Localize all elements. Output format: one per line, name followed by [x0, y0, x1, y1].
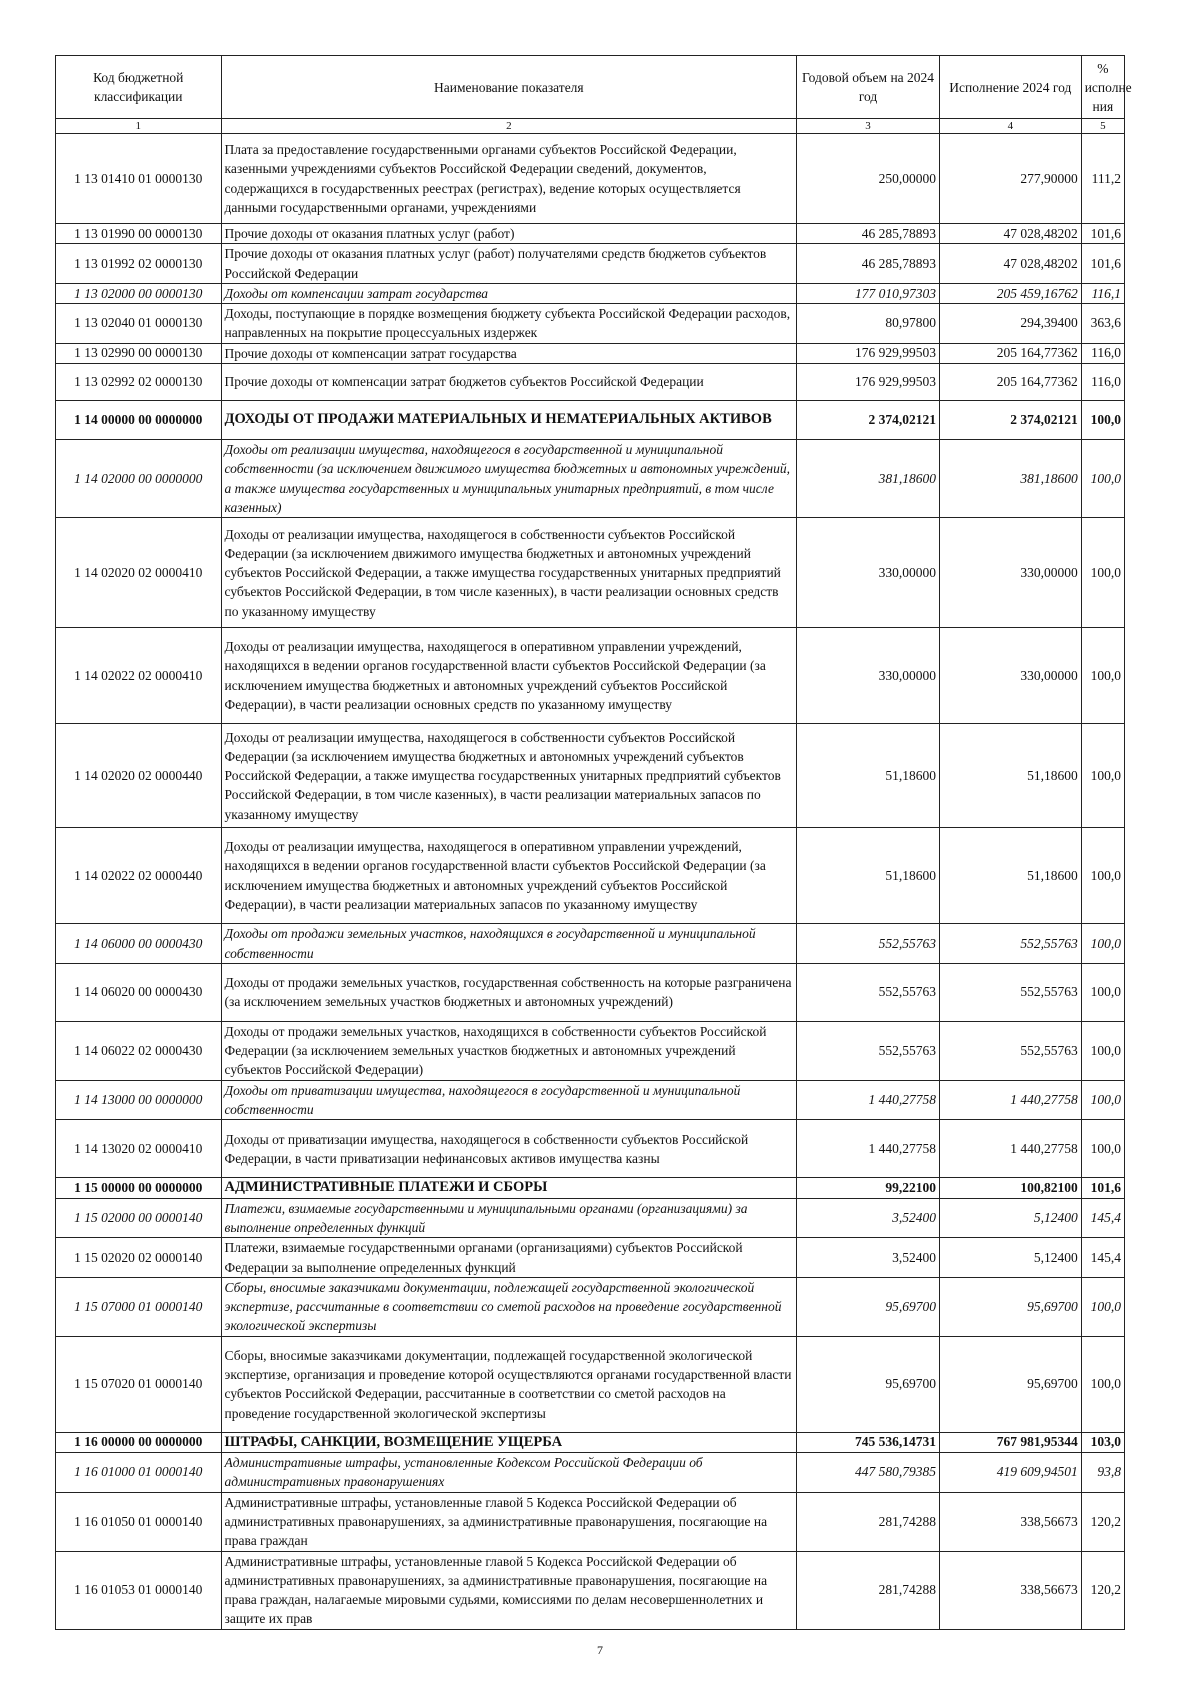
row-pct: 100,0	[1081, 1336, 1124, 1432]
row-plan: 3,52400	[797, 1238, 940, 1278]
row-plan: 176 929,99503	[797, 364, 940, 401]
table-row	[56, 1453, 1125, 1493]
row-plan: 176 929,99503	[797, 343, 940, 363]
row-exec: 205 164,77362	[939, 343, 1081, 363]
row-code: 1 13 01410 01 0000130	[56, 134, 222, 224]
row-plan: 99,22100	[797, 1178, 940, 1198]
row-name: Платежи, взимаемые государственными органами (организациями) субъектов Российской Федерации за выполнение определенных функций	[221, 1238, 797, 1278]
table-row	[56, 963, 1125, 1021]
table-row	[56, 724, 1125, 828]
table-row	[56, 1238, 1125, 1278]
row-code: 1 15 02000 00 0000140	[56, 1198, 222, 1238]
row-exec: 419 609,94501	[939, 1453, 1081, 1493]
row-plan: 1 440,27758	[797, 1120, 940, 1178]
row-pct: 100,0	[1081, 1277, 1124, 1336]
table-row	[56, 1198, 1125, 1238]
row-code: 1 16 00000 00 0000000	[56, 1432, 222, 1452]
row-code: 1 14 02000 00 0000000	[56, 440, 222, 518]
table-row	[56, 924, 1125, 964]
row-pct: 101,6	[1081, 1178, 1124, 1198]
row-plan: 250,00000	[797, 134, 940, 224]
row-plan: 46 285,78893	[797, 224, 940, 244]
row-exec: 277,90000	[939, 134, 1081, 224]
row-plan: 552,55763	[797, 924, 940, 964]
row-plan: 552,55763	[797, 1021, 940, 1080]
row-name: Доходы от продажи земельных участков, находящихся в собственности субъектов Российской Федерации (за исключением земельных участков бюджетных и автономных учреждений субъектов Российской Федерации)	[221, 1021, 797, 1080]
row-plan: 552,55763	[797, 963, 940, 1021]
row-code: 1 16 01050 01 0000140	[56, 1492, 222, 1551]
row-code: 1 15 07020 01 0000140	[56, 1336, 222, 1432]
row-pct: 120,2	[1081, 1492, 1124, 1551]
table-row	[56, 1080, 1125, 1120]
row-plan: 281,74288	[797, 1492, 940, 1551]
row-pct: 100,0	[1081, 401, 1124, 440]
row-code: 1 14 06000 00 0000430	[56, 924, 222, 964]
row-code: 1 14 00000 00 0000000	[56, 401, 222, 440]
row-code: 1 16 01053 01 0000140	[56, 1551, 222, 1629]
row-plan: 330,00000	[797, 628, 940, 724]
row-name: Доходы от продажи земельных участков, государственная собственность на которые разграничена (за исключением земельных участков бюджетных и автономных учреждений)	[221, 963, 797, 1021]
row-code: 1 13 02000 00 0000130	[56, 283, 222, 303]
row-pct: 116,1	[1081, 283, 1124, 303]
row-exec: 552,55763	[939, 1021, 1081, 1080]
row-pct: 101,6	[1081, 244, 1124, 284]
row-pct: 145,4	[1081, 1238, 1124, 1278]
row-plan: 46 285,78893	[797, 244, 940, 284]
row-exec: 338,56673	[939, 1551, 1081, 1629]
row-pct: 100,0	[1081, 963, 1124, 1021]
row-plan: 330,00000	[797, 518, 940, 628]
row-plan: 177 010,97303	[797, 283, 940, 303]
row-code: 1 14 02022 02 0000410	[56, 628, 222, 724]
row-code: 1 14 13000 00 0000000	[56, 1080, 222, 1120]
row-name: Доходы от продажи земельных участков, находящихся в государственной и муниципальной собственности	[221, 924, 797, 964]
row-plan: 51,18600	[797, 828, 940, 924]
row-pct: 145,4	[1081, 1198, 1124, 1238]
row-name: Доходы от приватизации имущества, находящегося в собственности субъектов Российской Федерации, в части приватизации нефинансовых активов имущества казны	[221, 1120, 797, 1178]
column-number: 4	[939, 119, 1081, 134]
row-name: АДМИНИСТРАТИВНЫЕ ПЛАТЕЖИ И СБОРЫ	[221, 1178, 797, 1198]
table-row	[56, 828, 1125, 924]
row-name: Прочие доходы от оказания платных услуг (работ)	[221, 224, 797, 244]
row-pct: 100,0	[1081, 828, 1124, 924]
table-row	[56, 440, 1125, 518]
column-number: 5	[1081, 119, 1124, 134]
row-pct: 116,0	[1081, 364, 1124, 401]
row-exec: 51,18600	[939, 828, 1081, 924]
table-row	[56, 1178, 1125, 1198]
page-number: 7	[597, 1643, 603, 1657]
row-exec: 1 440,27758	[939, 1120, 1081, 1178]
table-row	[56, 364, 1125, 401]
row-plan: 281,74288	[797, 1551, 940, 1629]
row-name: Прочие доходы от компенсации затрат бюджетов субъектов Российской Федерации	[221, 364, 797, 401]
row-exec: 205 164,77362	[939, 364, 1081, 401]
row-code: 1 13 02992 02 0000130	[56, 364, 222, 401]
row-exec: 205 459,16762	[939, 283, 1081, 303]
row-exec: 47 028,48202	[939, 244, 1081, 284]
table-row	[56, 628, 1125, 724]
row-name: Прочие доходы от оказания платных услуг (работ) получателями средств бюджетов субъектов Российской Федерации	[221, 244, 797, 284]
row-pct: 363,6	[1081, 304, 1124, 344]
row-pct: 120,2	[1081, 1551, 1124, 1629]
row-exec: 2 374,02121	[939, 401, 1081, 440]
row-exec: 552,55763	[939, 924, 1081, 964]
column-number: 2	[221, 119, 797, 134]
row-code: 1 13 02040 01 0000130	[56, 304, 222, 344]
row-exec: 330,00000	[939, 518, 1081, 628]
row-exec: 95,69700	[939, 1277, 1081, 1336]
row-exec: 767 981,95344	[939, 1432, 1081, 1452]
row-name: Доходы от реализации имущества, находящегося в собственности субъектов Российской Федерации (за исключением движимого имущества бюджетных и автономных учреждений субъектов Российской Федерации, а также имущества государственных унитарных предприятий субъектов Российской Федерации, в том числе казенных), в части реализации основных средств по указанному имуществу	[221, 518, 797, 628]
table-row	[56, 283, 1125, 303]
table-row	[56, 1277, 1125, 1336]
row-exec: 47 028,48202	[939, 224, 1081, 244]
row-pct: 100,0	[1081, 1120, 1124, 1178]
row-code: 1 13 01990 00 0000130	[56, 224, 222, 244]
row-code: 1 13 01992 02 0000130	[56, 244, 222, 284]
row-plan: 3,52400	[797, 1198, 940, 1238]
row-exec: 294,39400	[939, 304, 1081, 344]
row-plan: 447 580,79385	[797, 1453, 940, 1493]
row-exec: 381,18600	[939, 440, 1081, 518]
table-row	[56, 244, 1125, 284]
column-number: 3	[797, 119, 940, 134]
row-name: Доходы от компенсации затрат государства	[221, 283, 797, 303]
row-plan: 2 374,02121	[797, 401, 940, 440]
row-exec: 5,12400	[939, 1238, 1081, 1278]
row-pct: 100,0	[1081, 924, 1124, 964]
row-plan: 80,97800	[797, 304, 940, 344]
row-plan: 745 536,14731	[797, 1432, 940, 1452]
header-pct: % исполне ния	[1081, 56, 1124, 119]
table-row	[56, 134, 1125, 224]
row-code: 1 15 02020 02 0000140	[56, 1238, 222, 1278]
row-code: 1 14 06020 00 0000430	[56, 963, 222, 1021]
row-pct: 100,0	[1081, 1080, 1124, 1120]
table-row	[56, 1492, 1125, 1551]
row-pct: 116,0	[1081, 343, 1124, 363]
row-pct: 103,0	[1081, 1432, 1124, 1452]
row-name: Доходы от реализации имущества, находящегося в оперативном управлении учреждений, находящихся в ведении органов государственной власти субъектов Российской Федерации (за исключением имущества бюджетных и автономных учреждений субъектов Российской Федерации), в части реализации основных средств по указанному имуществу	[221, 628, 797, 724]
table-row	[56, 343, 1125, 363]
row-name: Прочие доходы от компенсации затрат государства	[221, 343, 797, 363]
table-row	[56, 1120, 1125, 1178]
table-row	[56, 1432, 1125, 1452]
row-name: Административные штрафы, установленные главой 5 Кодекса Российской Федерации об административных правонарушениях, за административные правонарушения, посягающие на права граждан, налагаемые мировыми судьями, комиссиями по делам несовершеннолетних и защите их прав	[221, 1551, 797, 1629]
row-name: Административные штрафы, установленные главой 5 Кодекса Российской Федерации об административных правонарушениях, за административные правонарушения, посягающие на права граждан	[221, 1492, 797, 1551]
row-exec: 338,56673	[939, 1492, 1081, 1551]
row-code: 1 14 13020 02 0000410	[56, 1120, 222, 1178]
row-exec: 5,12400	[939, 1198, 1081, 1238]
row-pct: 111,2	[1081, 134, 1124, 224]
table-header-row	[56, 56, 1125, 119]
row-pct: 100,0	[1081, 440, 1124, 518]
table-row	[56, 224, 1125, 244]
row-name: Доходы от приватизации имущества, находящегося в государственной и муниципальной собственности	[221, 1080, 797, 1120]
row-code: 1 15 00000 00 0000000	[56, 1178, 222, 1198]
table-row	[56, 518, 1125, 628]
row-code: 1 15 07000 01 0000140	[56, 1277, 222, 1336]
row-plan: 95,69700	[797, 1277, 940, 1336]
table-row	[56, 1336, 1125, 1432]
header-plan: Годовой объем на 2024 год	[797, 56, 940, 119]
row-name: Сборы, вносимые заказчиками документации, подлежащей государственной экологической экспертизе, организация и проведение которой осуществляются органами государственной власти субъектов Российской Федерации, рассчитанные в соответствии со сметой расходов на проведение государственной экологической экспертизы	[221, 1336, 797, 1432]
row-exec: 51,18600	[939, 724, 1081, 828]
header-code: Код бюджетной классификации	[56, 56, 222, 119]
header-exec: Исполнение 2024 год	[939, 56, 1081, 119]
row-plan: 1 440,27758	[797, 1080, 940, 1120]
row-exec: 552,55763	[939, 963, 1081, 1021]
row-name: ДОХОДЫ ОТ ПРОДАЖИ МАТЕРИАЛЬНЫХ И НЕМАТЕРИАЛЬНЫХ АКТИВОВ	[221, 401, 797, 440]
row-name: Доходы, поступающие в порядке возмещения бюджету субъекта Российской Федерации расходов, направленных на покрытие процессуальных издержек	[221, 304, 797, 344]
row-code: 1 16 01000 01 0000140	[56, 1453, 222, 1493]
header-name: Наименование показателя	[221, 56, 797, 119]
table-row	[56, 401, 1125, 440]
row-pct: 100,0	[1081, 518, 1124, 628]
budget-execution-table	[55, 55, 1132, 1630]
table-row	[56, 1551, 1125, 1629]
row-name: Доходы от реализации имущества, находящегося в государственной и муниципальной собственности (за исключением движимого имущества бюджетных и автономных учреждений, а также имущества государственных и муниципальных унитарных предприятий, в том числе казенных)	[221, 440, 797, 518]
row-plan: 381,18600	[797, 440, 940, 518]
row-name: Административные штрафы, установленные Кодексом Российской Федерации об административных правонарушениях	[221, 1453, 797, 1493]
row-name: ШТРАФЫ, САНКЦИИ, ВОЗМЕЩЕНИЕ УЩЕРБА	[221, 1432, 797, 1452]
budget-report-page	[55, 55, 1132, 1630]
row-code: 1 14 02020 02 0000440	[56, 724, 222, 828]
row-name: Сборы, вносимые заказчиками документации, подлежащей государственной экологической экспертизе, рассчитанные в соответствии со сметой расходов на проведение государственной экологической экспертизы	[221, 1277, 797, 1336]
row-code: 1 13 02990 00 0000130	[56, 343, 222, 363]
row-pct: 100,0	[1081, 628, 1124, 724]
row-code: 1 14 02022 02 0000440	[56, 828, 222, 924]
row-pct: 101,6	[1081, 224, 1124, 244]
row-name: Доходы от реализации имущества, находящегося в собственности субъектов Российской Федерации (за исключением имущества бюджетных и автономных учреждений субъектов Российской Федерации, а также имущества государственных унитарных предприятий субъектов Российской Федерации, в том числе казенных), в части реализации материальных запасов по указанному имуществу	[221, 724, 797, 828]
table-row	[56, 304, 1125, 344]
column-number-row	[56, 119, 1125, 134]
row-plan: 95,69700	[797, 1336, 940, 1432]
column-number: 1	[56, 119, 222, 134]
row-pct: 100,0	[1081, 724, 1124, 828]
table-row	[56, 1021, 1125, 1080]
row-name: Плата за предоставление государственными органами субъектов Российской Федерации, казенными учреждениями субъектов Российской Федерации сведений, документов, содержащихся в государственных реестрах (регистрах), ведение которых осуществляется данными государственными органами, учреждениями	[221, 134, 797, 224]
row-exec: 1 440,27758	[939, 1080, 1081, 1120]
row-name: Платежи, взимаемые государственными и муниципальными органами (организациями) за выполнение определенных функций	[221, 1198, 797, 1238]
row-code: 1 14 06022 02 0000430	[56, 1021, 222, 1080]
row-exec: 330,00000	[939, 628, 1081, 724]
row-code: 1 14 02020 02 0000410	[56, 518, 222, 628]
row-exec: 100,82100	[939, 1178, 1081, 1198]
row-plan: 51,18600	[797, 724, 940, 828]
row-pct: 93,8	[1081, 1453, 1124, 1493]
row-name: Доходы от реализации имущества, находящегося в оперативном управлении учреждений, находящихся в ведении органов государственной власти субъектов Российской Федерации (за исключением имущества бюджетных и автономных учреждений субъектов Российской Федерации), в части реализации материальных запасов по указанному имуществу	[221, 828, 797, 924]
row-exec: 95,69700	[939, 1336, 1081, 1432]
row-pct: 100,0	[1081, 1021, 1124, 1080]
